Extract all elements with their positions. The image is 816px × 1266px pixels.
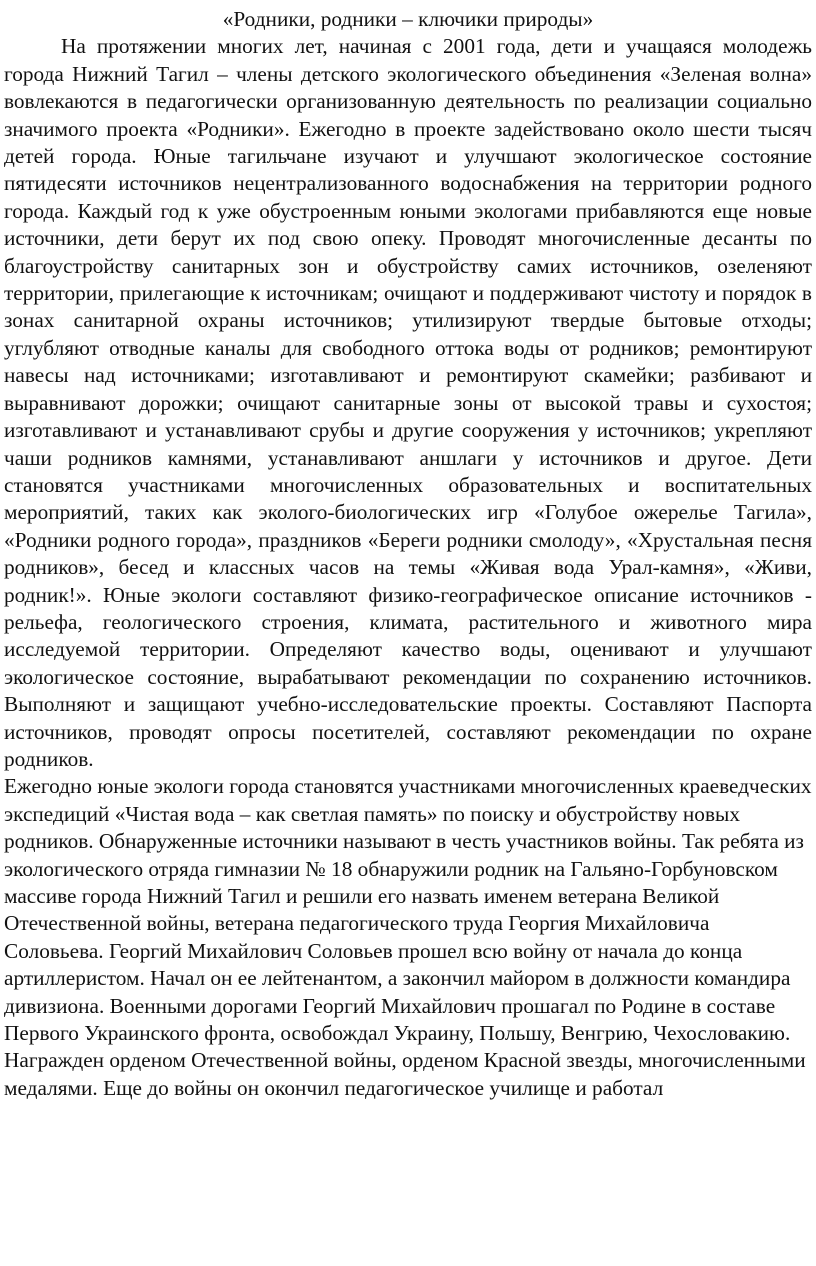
paragraph-project-description: На протяжении многих лет, начиная с 2001 года, дети и учащаяся молодежь города Нижний Тагил – члены детского экологического объединения «Зеленая волна» вовлекаются в педагогически организованную деятельность по реализации социально значимого проекта «Родники». Ежегодно в проекте задействовано около шести тысяч детей города. Юные тагильчане изучают и улучшают экологическое состояние пятидесяти источников нецентрализованного водоснабжения на территории родного города. Каждый год к уже обустроенным юными экологами прибавляются еще новые источники, дети берут их под свою опеку. Проводят многочисленные десанты по благоустройству санитарных зон и обустройству самих источников, озеленяют территории, прилегающие к источникам; очищают и поддерживают чистоту и порядок в зонах санитарной охраны источников; утилизируют твердые бытовые отходы; углубляют отводные каналы для свободного оттока воды от родников; ремонтируют навесы над источниками; изготавливают и ремонтируют скамейки; разбивают и выравнивают дорожки; очищают санитарные зоны от высокой травы и сухостоя; изготавливают и устанавливают срубы и другие сооружения у источников; укрепляют чаши родников камнями, устанавливают аншлаги у источников и другое. Дети становятся участниками многочисленных образовательных и воспитательных мероприятий, таких как эколого-биологических игр «Голубое ожерелье Тагила», «Родники родного города», праздников «Береги родники смолоду», «Хрустальная песня родников», бесед и классных часов на темы «Живая вода Урал-камня», «Живи, родник!». Юные экологи составляют физико-географическое описание источников - рельефа, геологического строения, климата, растительного и животного мира исследуемой территории. Определяют качество воды, оценивают и улучшают экологическое состояние, вырабатывают рекомендации по сохранению источников. Выполняют и защищают учебно-исследовательские проекты. Составляют Паспорта источников, проводят опросы посетителей, составляют рекомендации по охране родников. [4,34,812,771]
paragraph-expeditions: Ежегодно юные экологи города становятся участниками многочисленных краеведческих экспедиций «Чистая вода – как светлая память» по поиску и обустройству новых родников. Обнаруженные источники называют в честь участников войны. Так ребята из экологического отряда гимназии № 18 обнаружили родник на Гальяно-Горбуновском массиве города Нижний Тагил и решили его назвать именем ветерана Великой Отечественной войны, ветерана педагогического труда Георгия Михайловича Соловьева. Георгий Михайлович Соловьев прошел всю войну от начала до конца артиллеристом. Начал он ее лейтенантом, а закончил майором в должности командира дивизиона. Военными дорогами Георгий Михайлович прошагал по Родине в составе Первого Украинского фронта, освобождал Украину, Польшу, Венгрию, Чехословакию. Награжден орденом Отечественной войны, орденом Красной звезды, многочисленными медалями. Еще до войны он окончил педагогическое училище и работал [4,774,812,1100]
document-title: «Родники, родники – ключики природы» [222,7,594,31]
